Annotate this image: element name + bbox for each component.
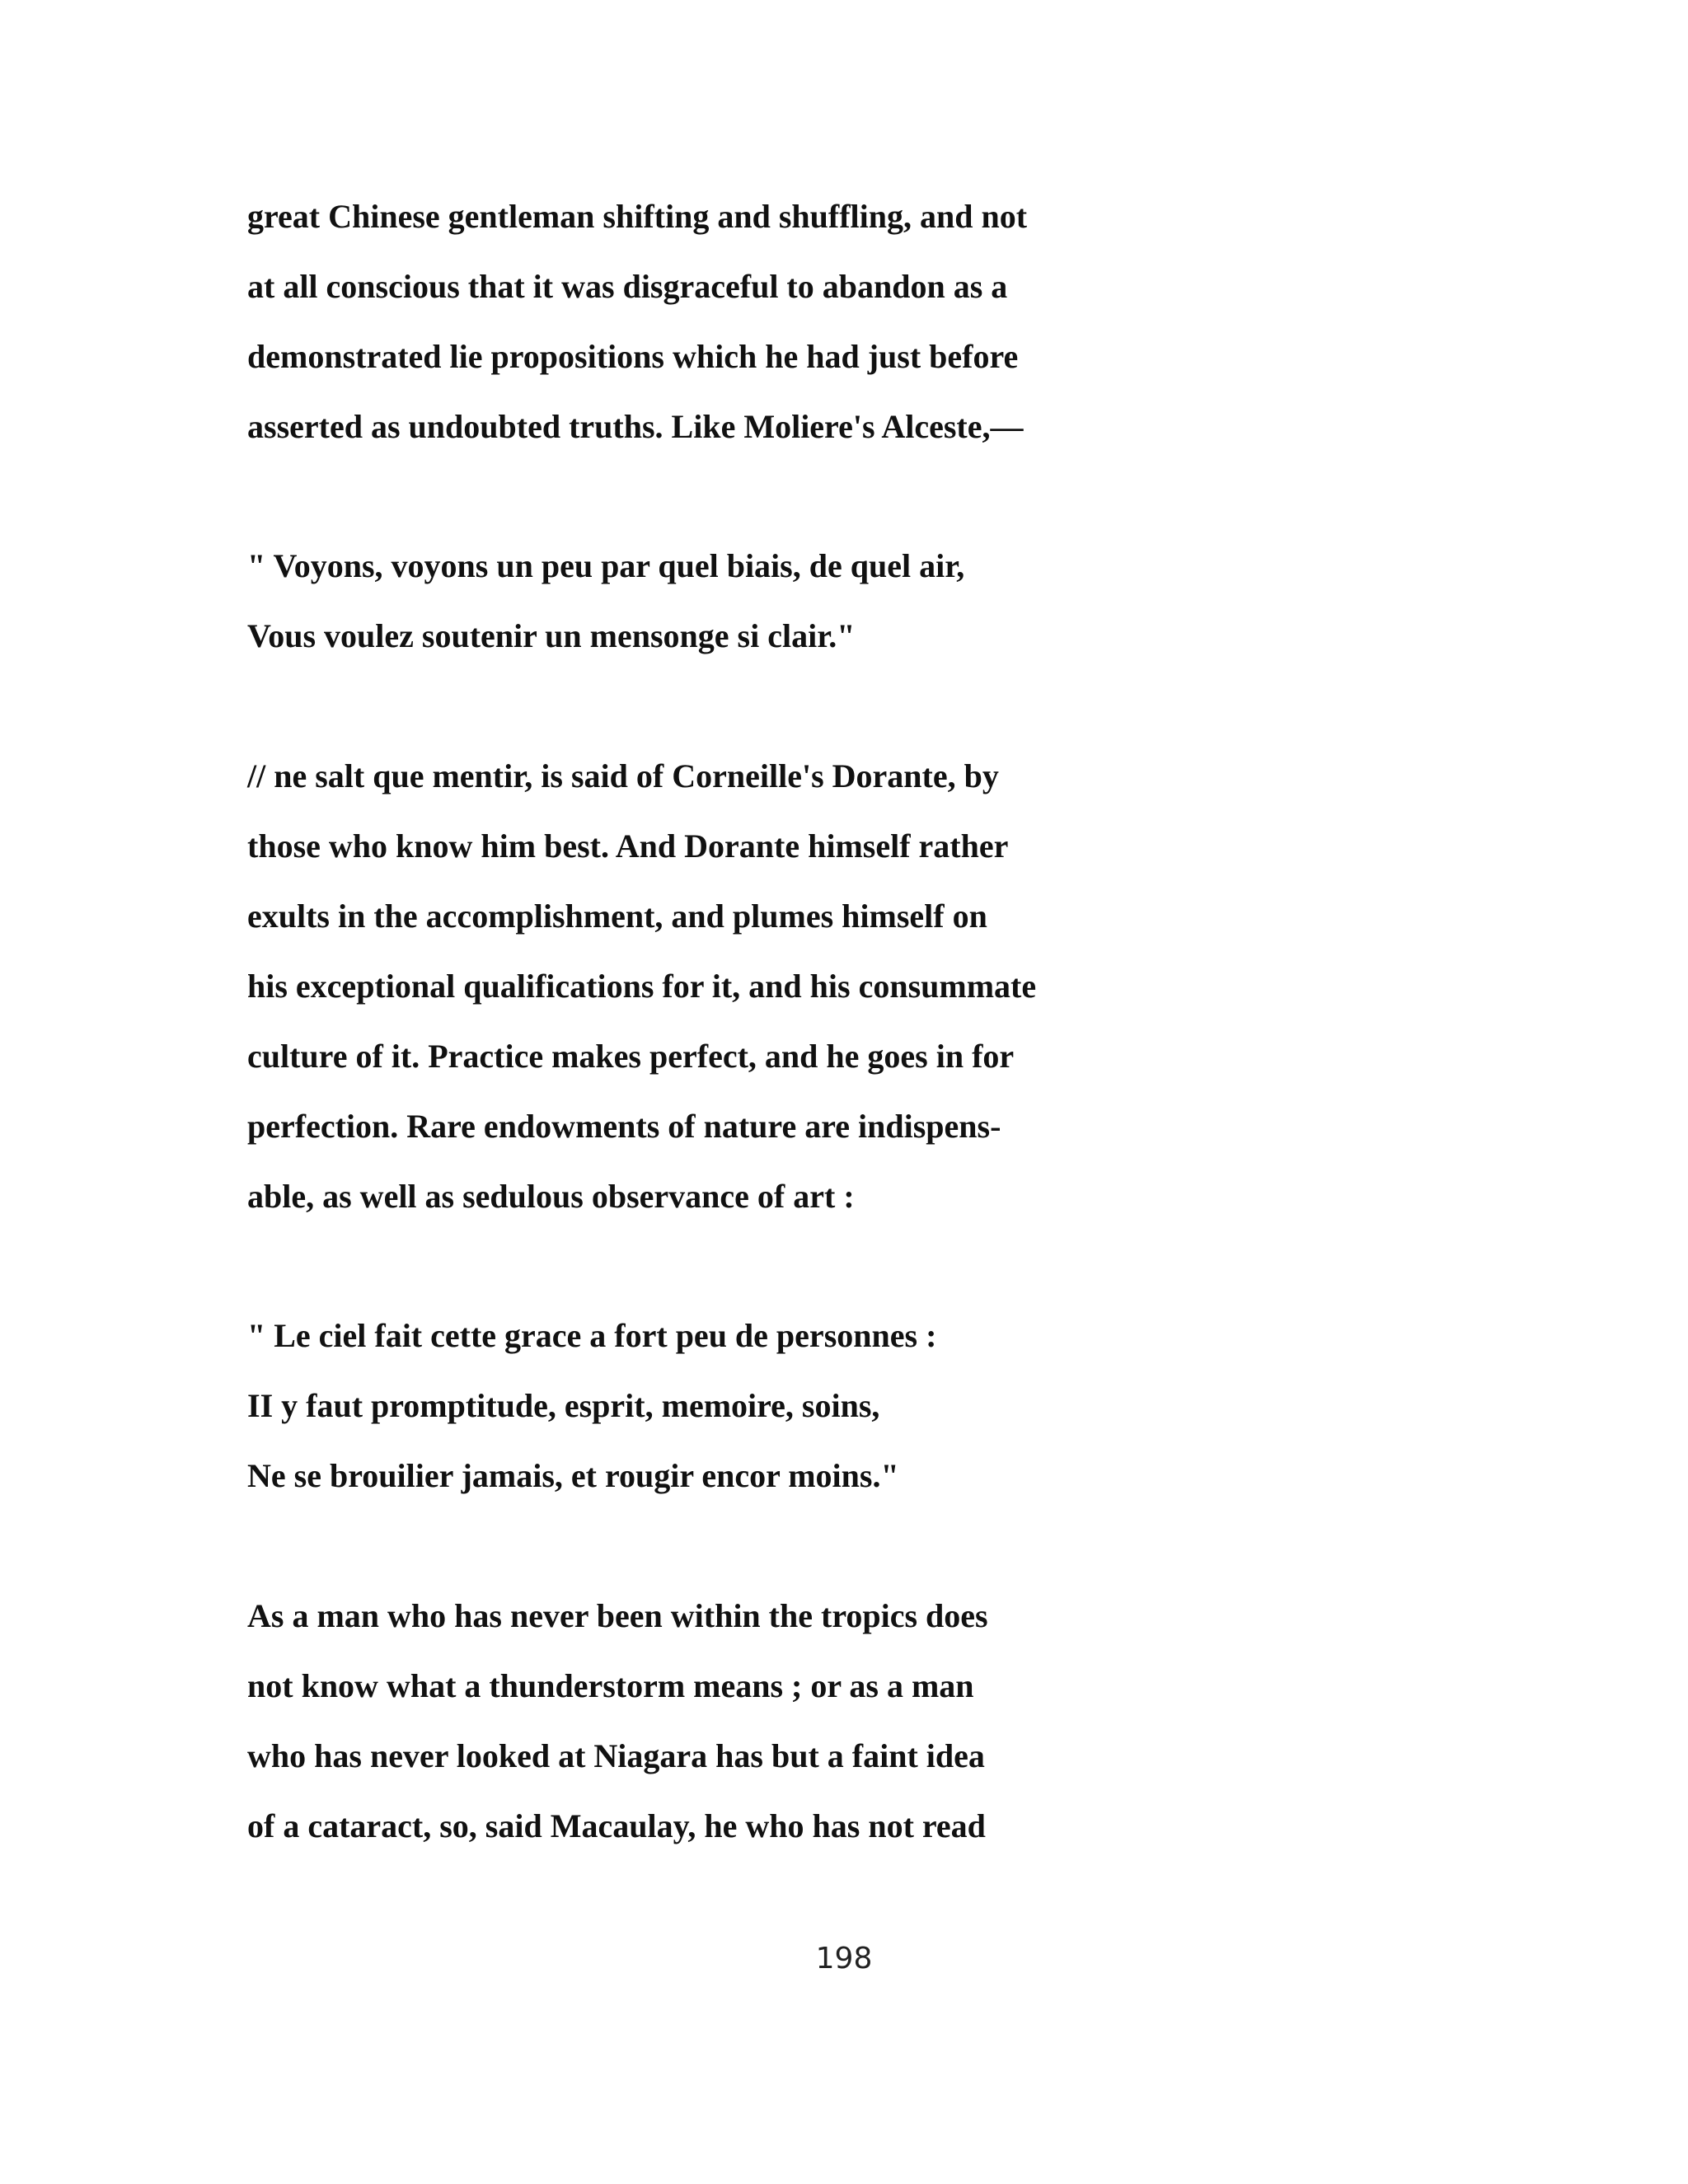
text-line: great Chinese gentleman shifting and shuffling, and not xyxy=(247,198,1028,235)
verse-line: Vous voulez soutenir un mensonge si clair." xyxy=(247,617,856,654)
verse-line: " Voyons, voyons un peu par quel biais, de quel air, xyxy=(247,547,965,584)
verse-line: Ne se brouilier jamais, et rougir encor moins." xyxy=(247,1457,899,1494)
verse-line: II y faut promptitude, esprit, memoire, soins, xyxy=(247,1387,880,1424)
page-number: 198 xyxy=(815,1942,873,1975)
text-line: able, as well as sedulous observance of art : xyxy=(247,1178,855,1215)
text-line: not know what a thunderstorm means ; or as a man xyxy=(247,1667,974,1704)
text-line: exults in the accomplishment, and plumes himself on xyxy=(247,898,987,935)
text-line: perfection. Rare endowments of nature are indispens- xyxy=(247,1108,1001,1145)
text-line: his exceptional qualifications for it, and his consummate xyxy=(247,968,1037,1005)
text-line: asserted as undoubted truths. Like Moliere's Alceste,— xyxy=(247,408,1024,445)
text-line: those who know him best. And Dorante himself rather xyxy=(247,827,1009,865)
text-line: culture of it. Practice makes perfect, and he goes in for xyxy=(247,1038,1015,1075)
text-line: // ne salt que mentir, is said of Corneille's Dorante, by xyxy=(247,757,999,794)
verse-line: " Le ciel fait cette grace a fort peu de personnes : xyxy=(247,1317,937,1354)
text-line: demonstrated lie propositions which he had just before xyxy=(247,338,1019,375)
text-line: at all conscious that it was disgraceful to abandon as a xyxy=(247,268,1008,305)
text-line: who has never looked at Niagara has but a faint idea xyxy=(247,1737,985,1774)
text-line: As a man who has never been within the tropics does xyxy=(247,1597,988,1634)
text-line: of a cataract, so, said Macaulay, he who has not read xyxy=(247,1807,986,1844)
